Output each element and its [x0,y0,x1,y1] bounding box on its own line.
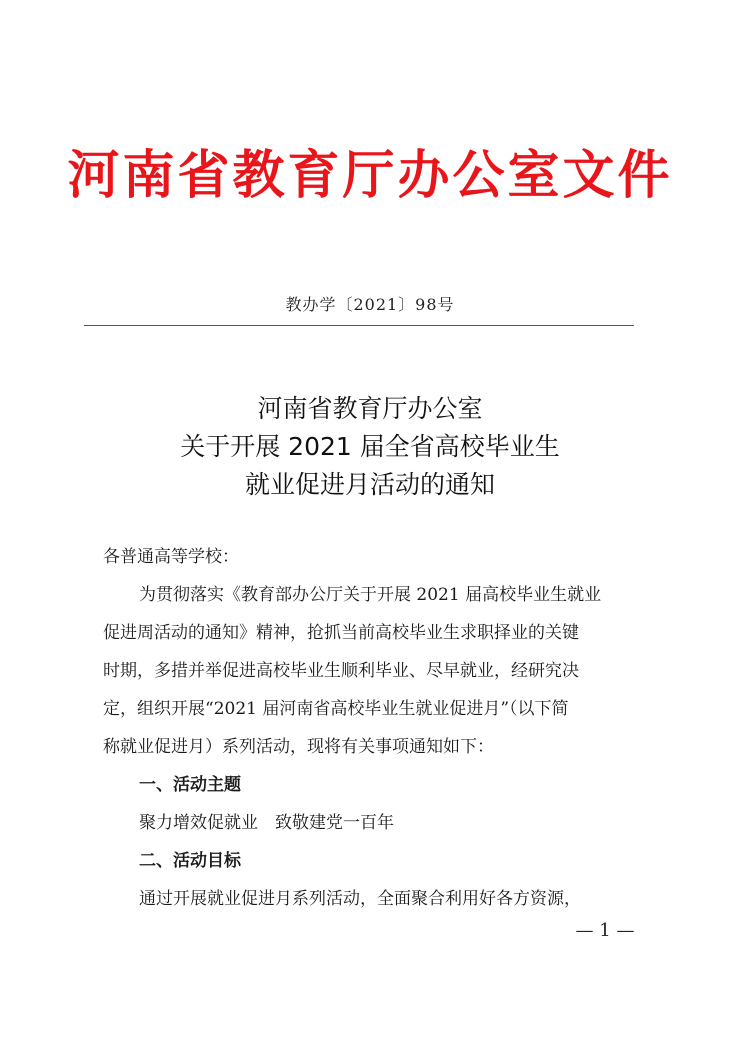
addressee: 各普通高等学校： [103,547,239,567]
page-number: — 1 — [575,920,635,941]
section-text-goal: 通过开展就业促进月系列活动，全面聚合利用好各方资源， [139,889,581,909]
notice-body [103,538,643,918]
paragraph-line: 称就业促进月）系列活动，现将有关事项通知如下： [103,737,494,757]
notice-title-line-2: 关于开展 2021 届全省高校毕业生 [180,432,560,461]
paragraph-line: 定，组织开展“2021 届河南省高校毕业生就业促进月”（以下简 [103,699,569,719]
section-text-theme: 聚力增效促就业 致敬建党一百年 [139,813,394,833]
section-heading-goal: 二、活动目标 [139,851,241,871]
document-header-title: 河南省教育厅办公室文件 [67,146,673,206]
document-number: 教办学〔2021〕98号 [285,295,455,314]
notice-title-line-3: 就业促进月活动的通知 [244,470,495,499]
notice-title-line-1: 河南省教育厅办公室 [257,394,483,423]
paragraph-line: 促进周活动的通知》精神，抢抓当前高校毕业生求职择业的关键 [103,623,579,643]
notice-title [0,390,740,504]
paragraph-line: 时期，多措并举促进高校毕业生顺利毕业、尽早就业，经研究决 [103,661,579,681]
paragraph-line: 为贯彻落实《教育部办公厅关于开展 2021 届高校毕业生就业 [139,585,602,605]
red-divider-line [84,325,634,326]
section-heading-theme: 一、活动主题 [139,775,241,795]
